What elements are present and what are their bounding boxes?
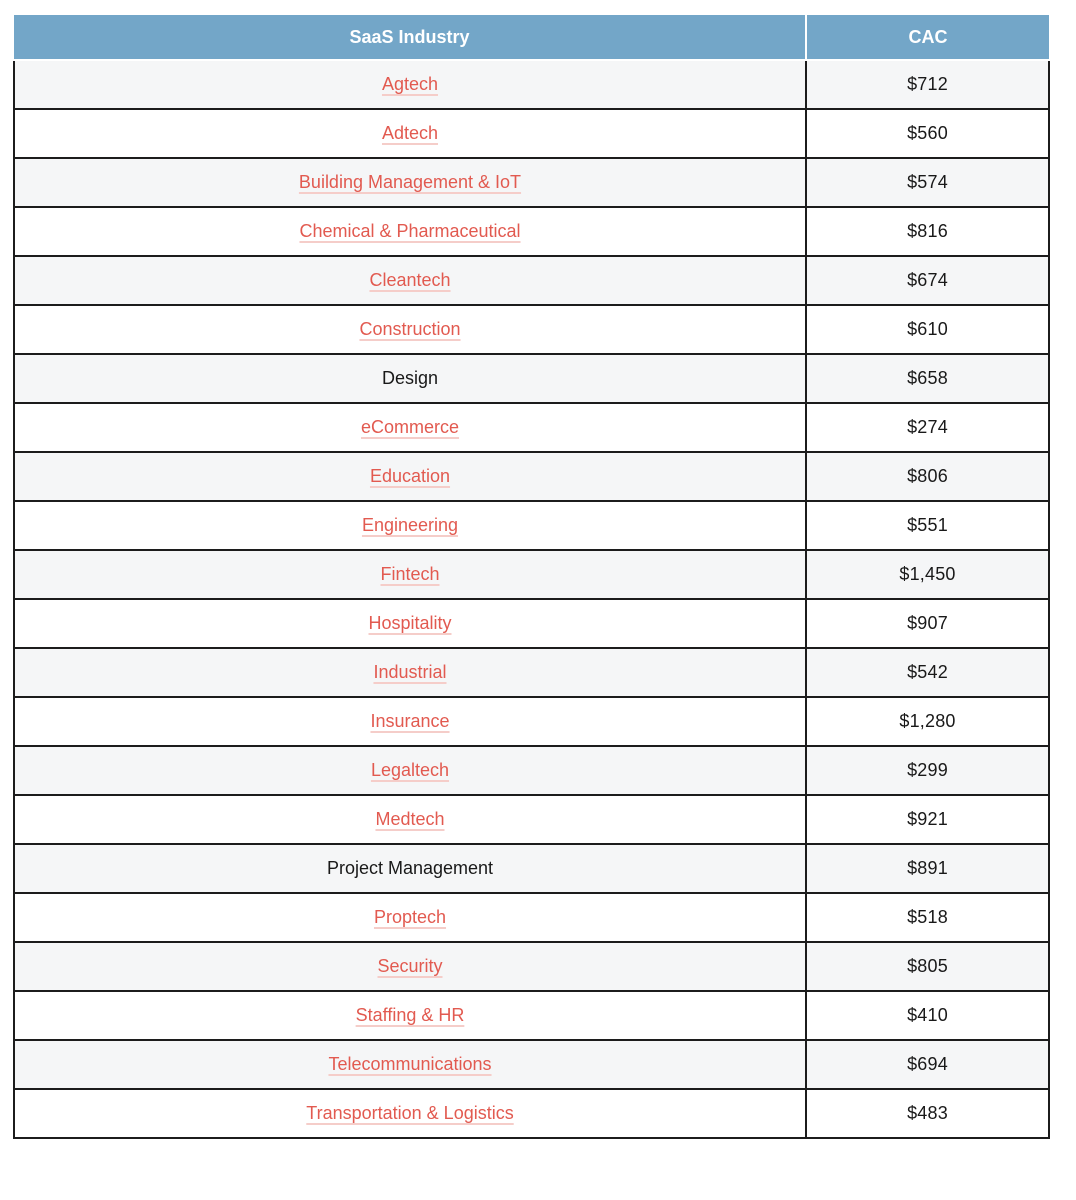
table-row <box>14 697 1049 746</box>
cac-value: $658 <box>806 354 1049 403</box>
cac-value: $518 <box>806 893 1049 942</box>
table-row <box>14 501 1049 550</box>
industry-link[interactable]: Insurance <box>370 711 450 731</box>
industry-cell <box>14 550 806 599</box>
cac-value: $299 <box>806 746 1049 795</box>
industry-label: Design <box>381 368 439 388</box>
table-row <box>14 893 1049 942</box>
industry-cell <box>14 648 806 697</box>
cac-value: $921 <box>806 795 1049 844</box>
industry-link[interactable]: Building Management & IoT <box>298 172 522 192</box>
table-row <box>14 746 1049 795</box>
industry-link[interactable]: eCommerce <box>360 417 460 437</box>
industry-link[interactable]: Construction <box>359 319 461 339</box>
industry-cell <box>14 991 806 1040</box>
cac-value: $410 <box>806 991 1049 1040</box>
industry-cell <box>14 844 806 893</box>
industry-link[interactable]: Education <box>369 466 451 486</box>
cac-value: $1,280 <box>806 697 1049 746</box>
industry-cell <box>14 501 806 550</box>
table-row <box>14 354 1049 403</box>
cac-value: $574 <box>806 158 1049 207</box>
cac-value: $674 <box>806 256 1049 305</box>
table-row <box>14 795 1049 844</box>
industry-cell <box>14 795 806 844</box>
table-row <box>14 942 1049 991</box>
industry-cell <box>14 207 806 256</box>
industry-cell <box>14 893 806 942</box>
industry-cell <box>14 942 806 991</box>
table-row <box>14 1089 1049 1138</box>
table-row <box>14 844 1049 893</box>
industry-link[interactable]: Engineering <box>361 515 459 535</box>
cac-value: $274 <box>806 403 1049 452</box>
cac-value: $907 <box>806 599 1049 648</box>
table-row <box>14 305 1049 354</box>
industry-cell <box>14 109 806 158</box>
industry-link[interactable]: Staffing & HR <box>355 1005 465 1025</box>
column-header-cac: CAC <box>806 15 1049 60</box>
table-row <box>14 648 1049 697</box>
industry-link[interactable]: Legaltech <box>370 760 450 780</box>
cac-value: $806 <box>806 452 1049 501</box>
table-body <box>14 60 1049 1138</box>
industry-cell <box>14 452 806 501</box>
industry-link[interactable]: Medtech <box>375 809 445 829</box>
cac-value: $483 <box>806 1089 1049 1138</box>
industry-cell <box>14 305 806 354</box>
table-row <box>14 60 1049 109</box>
cac-value: $610 <box>806 305 1049 354</box>
table-row <box>14 207 1049 256</box>
cac-value: $560 <box>806 109 1049 158</box>
cac-value: $712 <box>806 60 1049 109</box>
industry-cell <box>14 599 806 648</box>
industry-link[interactable]: Telecommunications <box>328 1054 492 1074</box>
industry-link[interactable]: Security <box>377 956 443 976</box>
table-row <box>14 256 1049 305</box>
industry-cell <box>14 158 806 207</box>
industry-link[interactable]: Cleantech <box>369 270 451 290</box>
table-row <box>14 403 1049 452</box>
table-row <box>14 452 1049 501</box>
cac-value: $1,450 <box>806 550 1049 599</box>
table-row <box>14 1040 1049 1089</box>
cac-table-container <box>13 15 1048 1139</box>
table-row <box>14 991 1049 1040</box>
industry-link[interactable]: Proptech <box>373 907 447 927</box>
table-row <box>14 599 1049 648</box>
industry-link[interactable]: Fintech <box>380 564 440 584</box>
industry-link[interactable]: Adtech <box>381 123 439 143</box>
cac-value: $891 <box>806 844 1049 893</box>
industry-link[interactable]: Transportation & Logistics <box>306 1103 514 1123</box>
cac-value: $694 <box>806 1040 1049 1089</box>
industry-cell <box>14 403 806 452</box>
cac-value: $805 <box>806 942 1049 991</box>
column-header-saas-industry: SaaS Industry <box>14 15 806 60</box>
industry-cell <box>14 697 806 746</box>
industry-cell <box>14 1040 806 1089</box>
industry-link[interactable]: Hospitality <box>368 613 452 633</box>
cac-value: $551 <box>806 501 1049 550</box>
industry-cell <box>14 60 806 109</box>
industry-cell <box>14 746 806 795</box>
industry-cell <box>14 256 806 305</box>
industry-link[interactable]: Agtech <box>381 74 439 94</box>
cac-value: $542 <box>806 648 1049 697</box>
cac-table <box>13 15 1050 1139</box>
table-row <box>14 158 1049 207</box>
industry-cell <box>14 1089 806 1138</box>
table-row <box>14 109 1049 158</box>
cac-value: $816 <box>806 207 1049 256</box>
industry-link[interactable]: Chemical & Pharmaceutical <box>299 221 521 241</box>
industry-label: Project Management <box>326 858 494 878</box>
table-header-row <box>14 15 1049 60</box>
industry-link[interactable]: Industrial <box>373 662 447 682</box>
industry-cell <box>14 354 806 403</box>
table-row <box>14 550 1049 599</box>
